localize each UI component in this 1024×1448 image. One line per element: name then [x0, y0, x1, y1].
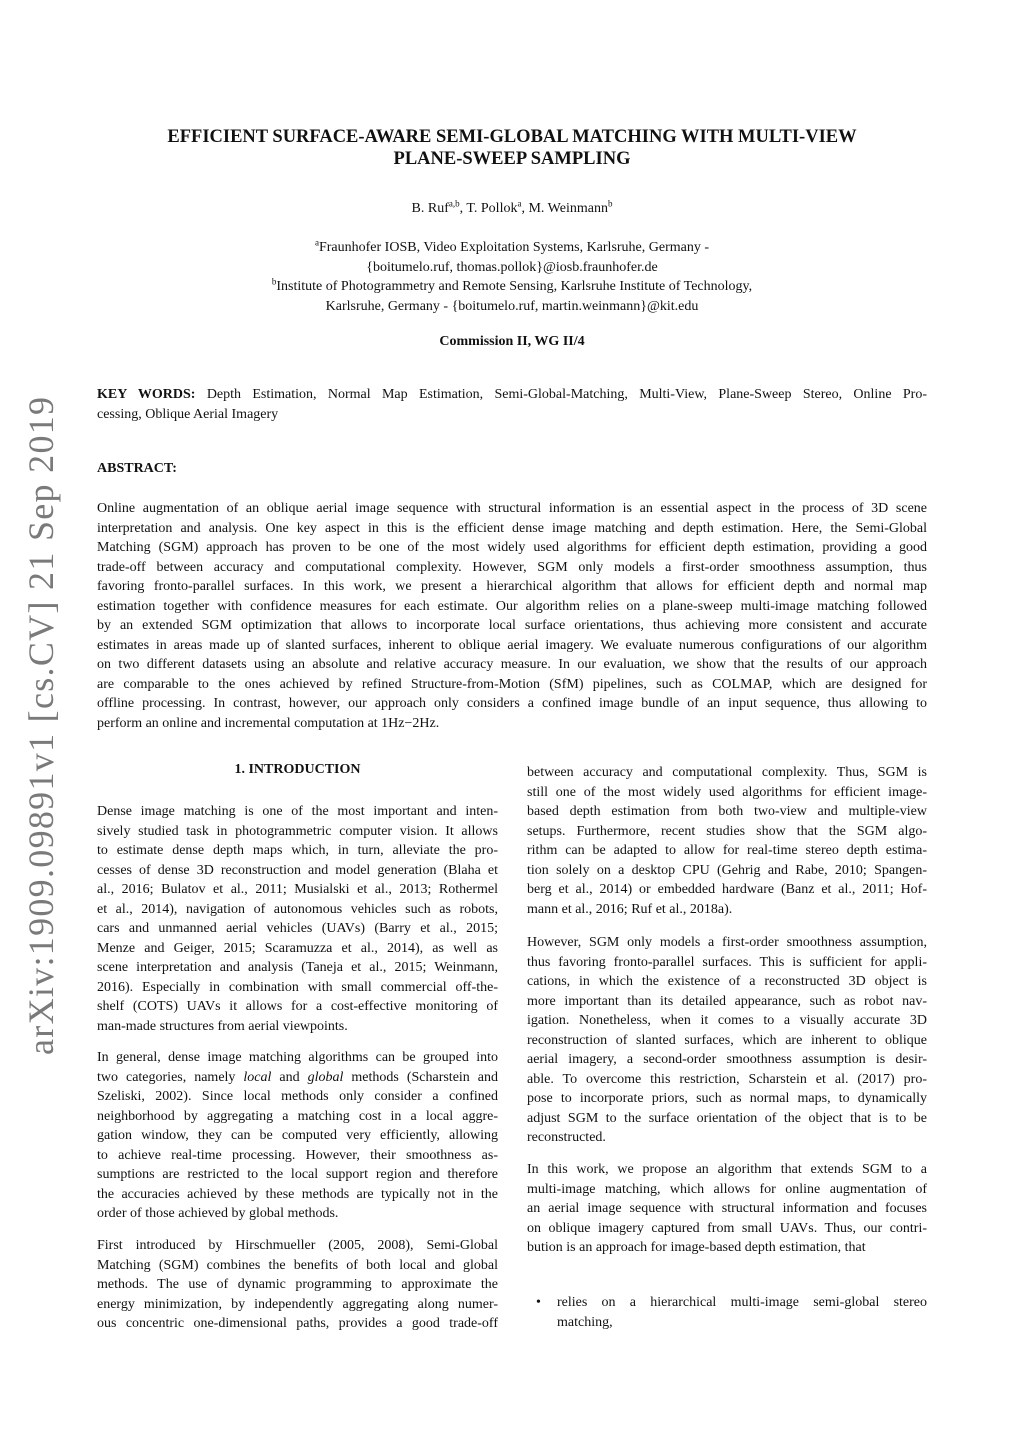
- intro-paragraph-1: [97, 802, 498, 1036]
- paragraph-line: rithm can be adapted to allow for real-time stereo depth estima-: [527, 843, 927, 858]
- paragraph-line: man-made structures from aerial viewpoints.: [97, 1018, 348, 1034]
- abstract-line: Online augmentation of an oblique aerial image sequence with structural information is an essential aspect in the process of 3D scene: [97, 501, 927, 516]
- author-affiliation-mark: a,b: [448, 198, 460, 209]
- paper-title: [100, 126, 924, 170]
- author-name: B. Ruf: [411, 201, 449, 216]
- keywords-text: Depth Estimation, Normal Map Estimation, Semi-Global-Matching, Multi-View, Plane-Sweep Stereo, Online Pro-: [206, 387, 927, 402]
- paragraph-line: scene interpretation and analysis (Taneja et al., 2015; Weinmann,: [97, 960, 498, 975]
- paragraph-line: In this work, we propose an algorithm that extends SGM to a: [527, 1162, 927, 1177]
- abstract-line: by an extended SGM optimization that allows to incorporate local surface orientations, thus achieving more consistent and accurate: [97, 618, 927, 633]
- paragraph-line: between accuracy and computational complexity. Thus, SGM is: [527, 765, 927, 780]
- affiliation-b-line-2: Karlsruhe, Germany - {boitumelo.ruf, martin.weinmann}@kit.edu: [325, 298, 699, 314]
- paragraph-line: the accuracies achieved by these methods are typically not in the: [97, 1186, 498, 1202]
- intro-paragraph-3: [97, 1236, 498, 1334]
- abstract-line: estimates in areas made up of slanted surfaces, inherent to oblique aerial imagery. We evaluate numerous configurations of our algorithm: [97, 637, 927, 653]
- affiliation-text: Institute of Photogrammetry and Remote Sensing, Karlsruhe Institute of Technology,: [276, 279, 753, 294]
- intro-paragraph-5: [527, 933, 927, 1148]
- title-line-1: EFFICIENT SURFACE-AWARE SEMI-GLOBAL MATCHING WITH MULTI-VIEW: [167, 127, 857, 147]
- paragraph-line: pose to incorporate priors, such as normal maps, to dynamically: [527, 1091, 927, 1106]
- text-run: methods (Scharstein and: [343, 1069, 499, 1085]
- arxiv-stamp: arXiv:1909.09891v1 [cs.CV] 21 Sep 2019: [21, 395, 61, 1055]
- paragraph-line: neighborhood by aggregating a matching cost in a local aggre-: [97, 1108, 498, 1124]
- abstract-line: Matching (SGM) approach has proven to be one of the most widely used algorithms for efficient depth estimation, providing a good: [97, 540, 927, 555]
- paragraph-line: First introduced by Hirschmueller (2005, 2008), Semi-Global: [97, 1238, 498, 1253]
- paragraph-line: et al., 2014), navigation of autonomous vehicles such as robots,: [97, 901, 498, 917]
- paragraph-line: gation window, they can be computed very efficiently, allowing: [97, 1128, 498, 1143]
- paragraph-line: multi-image matching, which allows for online augmentation of: [527, 1181, 927, 1197]
- paragraph-line: reconstructed.: [527, 1130, 606, 1145]
- paragraph-line: relies on a hierarchical multi-image semi-global stereo: [557, 1295, 927, 1310]
- abstract-line: offline processing. In contrast, however, our approach only considers a confined image bundle of an input sequence, thus allowing to: [97, 696, 927, 711]
- keywords-line-2: cessing, Oblique Aerial Imagery: [97, 406, 279, 422]
- author-list: B. Ruf$^{a,b}$, T. Pollok$^a$, M. Weinmann$^b$: [411, 198, 613, 216]
- paragraph-line: more important than its detailed appearance, such as robot nav-: [527, 993, 927, 1009]
- paragraph-line: energy minimization, by independently aggregating along numer-: [97, 1296, 498, 1312]
- paragraph-line: cesses of dense 3D reconstruction and model generation (Blaha et: [97, 862, 498, 878]
- keywords-line-1: [97, 385, 927, 405]
- author-name: M. Weinmann: [528, 201, 608, 216]
- paragraph-line: able. To overcome this restriction, Scharstein et al. (2017) pro-: [527, 1071, 927, 1087]
- bullet-text: [557, 1293, 927, 1332]
- intro-paragraph-2: [97, 1048, 498, 1224]
- paragraph-line: aerial imagery, a second-order smoothness assumption is desir-: [527, 1052, 927, 1067]
- paragraph-line: to achieve real-time processing. However, their smoothness as-: [97, 1147, 498, 1163]
- paragraph-line: thus favoring fronto-parallel surfaces. This is sufficient for appli-: [527, 954, 927, 970]
- paragraph-line: methods. The use of dynamic programming to approximate the: [97, 1277, 498, 1292]
- affiliation-b-line-1: [100, 277, 924, 297]
- affiliation-text: Fraunhofer IOSB, Video Exploitation Systems, Karlsruhe, Germany -: [318, 240, 710, 255]
- affiliation-mark: a: [314, 237, 319, 248]
- paragraph-line: However, SGM only models a first-order smoothness assumption,: [527, 935, 927, 950]
- abstract-line: perform an online and incremental computation at 1Hz−2Hz.: [97, 715, 440, 731]
- author-affiliation-mark: a: [517, 198, 522, 209]
- paragraph-line: cars and unmanned aerial vehicles (UAVs) (Barry et al., 2015;: [97, 921, 498, 936]
- text-run: two categories, namely: [97, 1069, 244, 1085]
- affiliation-mark: b: [271, 276, 277, 287]
- affiliations: [100, 238, 924, 316]
- paragraph-line: an aerial image sequence with structural information and focuses: [527, 1201, 927, 1216]
- emphasis-global: global: [307, 1069, 344, 1085]
- paragraph-line: Szeliski, 2002). Since local methods only consider a confined: [97, 1089, 498, 1104]
- abstract-line: on two different datasets using an absolute and relative accuracy measure. In our evaluation, we show that the results of our approach: [97, 657, 927, 672]
- abstract-line: are comparable to the ones achieved by refined Structure-from-Motion (SfM) pipelines, such as COLMAP, which are designed for: [97, 676, 927, 692]
- author-affiliation-mark: b: [607, 198, 613, 209]
- affiliation-a-line-1: [100, 238, 924, 258]
- paragraph-line: sively studied task in photogrammetric computer vision. It allows: [97, 823, 498, 839]
- title-line-2: PLANE-SWEEP SAMPLING: [393, 149, 631, 169]
- paragraph-line: to estimate dense depth maps which, in turn, alleviate the pro-: [97, 843, 498, 858]
- paragraph-line: sumptions are restricted to the local support region and therefore: [97, 1167, 498, 1182]
- abstract-line: estimation together with confidence measures for each estimate. Our algorithm relies on a plane-sweep multi-image matching followed: [97, 598, 927, 614]
- paragraph-line: setups. Furthermore, recent studies show that the SGM algo-: [527, 823, 927, 839]
- paragraph-line: tion solely on a desktop CPU (Gehrig and Rabe, 2010; Spangen-: [527, 862, 927, 878]
- intro-paragraph-6: [527, 1160, 927, 1258]
- paragraph-line: Matching (SGM) combines the benefits of both local and global: [97, 1257, 498, 1273]
- paragraph-line: Dense image matching is one of the most important and inten-: [97, 804, 498, 819]
- abstract-line: favoring fronto-parallel surfaces. In this work, we present a hierarchical algorithm that allows for efficient depth and normal map: [97, 579, 927, 594]
- paragraph-line: ous concentric one-dimensional paths, provides a good trade-off: [97, 1316, 498, 1331]
- paragraph-line: Menze and Geiger, 2015; Scaramuzza et al., 2014), as well as: [97, 940, 498, 956]
- paragraph-line: [97, 1068, 498, 1088]
- affiliation-a-line-2: {boitumelo.ruf, thomas.pollok}@iosb.fraunhofer.de: [366, 259, 658, 275]
- commission: Commission II, WG II/4: [439, 334, 585, 349]
- paragraph-line: cations, in which the existence of a reconstructed 3D object is: [527, 974, 927, 989]
- abstract-line: interpretation and analysis. One key aspect in this is the efficient dense image matching and depth estimation. Here, the Semi-Global: [97, 520, 927, 536]
- keywords-label: KEY WORDS:: [97, 387, 196, 402]
- paragraph-line: reconstruction of slanted surfaces, which are inherent to oblique: [527, 1032, 927, 1048]
- paragraph-line: berg et al., 2014) or embedded hardware (Banz et al., 2011; Hof-: [527, 882, 927, 897]
- paragraph-line: matching,: [557, 1314, 613, 1330]
- emphasis-local: local: [243, 1069, 272, 1085]
- paragraph-line: 2016). Especially in combination with small commercial off-the-: [97, 979, 498, 995]
- paragraph-line: In general, dense image matching algorithms can be grouped into: [97, 1050, 498, 1065]
- paragraph-line: mann et al., 2016; Ruf et al., 2018a).: [527, 901, 733, 917]
- text-run: and: [271, 1069, 308, 1085]
- abstract-body: [97, 499, 927, 733]
- bullet-icon: •: [536, 1295, 541, 1310]
- section-heading-introduction: 1. INTRODUCTION: [234, 762, 361, 777]
- keywords: [97, 385, 927, 424]
- paragraph-line: adjust SGM to the surface orientation of the object that is to be: [527, 1110, 927, 1126]
- paragraph-line: order of those achieved by global methods.: [97, 1206, 339, 1221]
- paragraph-line: igation. Nonetheless, when it comes to a visually accurate 3D: [527, 1013, 927, 1028]
- intro-paragraph-4: [527, 763, 927, 919]
- paragraph-line: based depth estimation from both two-view and multiple-view: [527, 804, 927, 819]
- paragraph-line: shelf (COTS) UAVs it allows for a cost-effective monitoring of: [97, 999, 498, 1014]
- author-name: T. Pollok: [466, 201, 518, 216]
- paragraph-line: still one of the most widely used algorithms for efficient image-: [527, 784, 927, 800]
- abstract-heading: ABSTRACT:: [97, 461, 177, 476]
- paragraph-line: bution is an approach for image-based depth estimation, that: [527, 1240, 866, 1255]
- paragraph-line: on oblique imagery captured from small UAVs. Thus, our contri-: [527, 1220, 927, 1236]
- abstract-line: trade-off between accuracy and computational complexity. However, SGM only models a first-order smoothness assumption, thus: [97, 559, 927, 575]
- paragraph-line: al., 2016; Bulatov et al., 2011; Musialski et al., 2013; Rothermel: [97, 882, 498, 897]
